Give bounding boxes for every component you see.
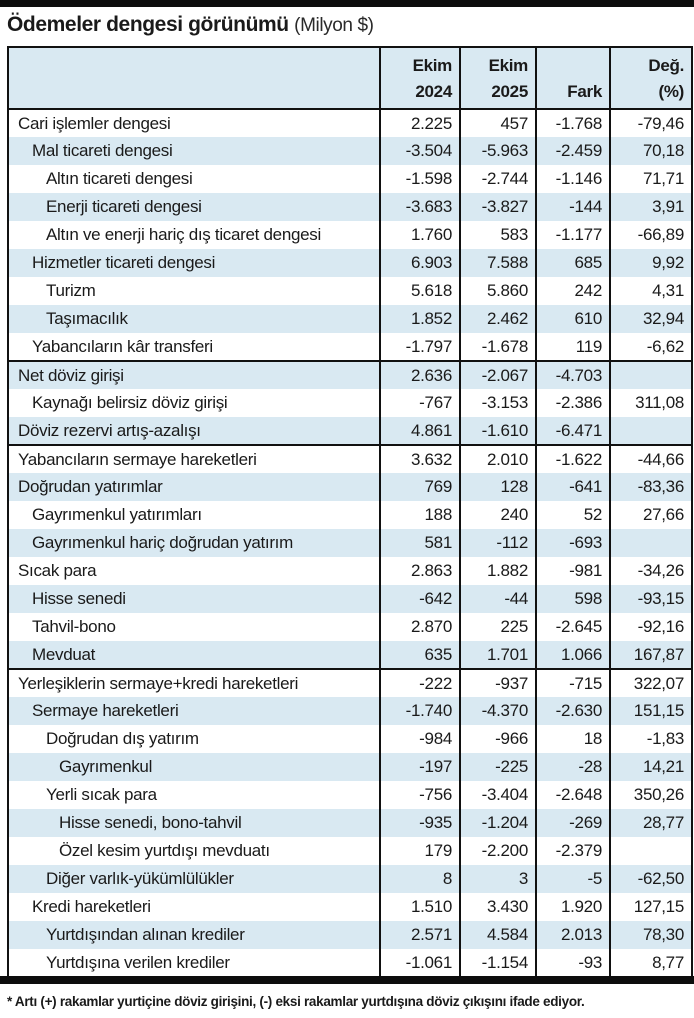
row-label: Yabancıların sermaye hareketleri [8,445,380,473]
value-ekim-2025: -2.744 [460,165,536,193]
value-ekim-2025: 4.584 [460,921,536,949]
value-ekim-2024: 769 [380,473,460,501]
value-ekim-2024: -756 [380,781,460,809]
table-row [8,221,692,249]
value-ekim-2025: 5.860 [460,277,536,305]
value-ekim-2025: -3.827 [460,193,536,221]
value-ekim-2024: -1.797 [380,333,460,361]
value-fark: -144 [536,193,610,221]
row-label: Sıcak para [18,561,97,580]
value-ekim-2025: -44 [460,585,536,613]
table-row [8,753,692,781]
value-ekim-2025: 128 [460,473,536,501]
table-row [8,921,692,949]
value-ekim-2024: 5.618 [380,277,460,305]
table-row [8,389,692,417]
header-fark [536,47,610,109]
value-ekim-2025: -4.370 [460,697,536,725]
row-label: Kaynağı belirsiz döviz girişi [32,393,228,412]
row-label: Doğrudan dış yatırım [46,729,199,748]
page-title [7,13,374,37]
value-ekim-2025: -1.678 [460,333,536,361]
row-label: Kredi hareketleri [32,897,151,916]
table-row [8,613,692,641]
table-row [8,277,692,305]
row-label: Döviz rezervi artış-azalışı [8,417,380,445]
value-ekim-2025: -2.067 [460,361,536,389]
value-ekim-2025: -937 [460,669,536,697]
value-ekim-2025: 1.701 [460,641,536,669]
value-degisim-pct: -66,89 [610,221,692,249]
value-fark: -5 [536,865,610,893]
value-degisim-pct: 350,26 [610,781,692,809]
value-ekim-2024: 2.863 [380,557,460,585]
row-label: Altın ticareti dengesi [46,169,193,188]
value-ekim-2025: -1.610 [460,417,536,445]
value-ekim-2024: -1.598 [380,165,460,193]
row-label: Altın ve enerji hariç dış ticaret dengesi [46,225,321,244]
value-fark: -2.648 [536,781,610,809]
row-label: Yabancıların kâr transferi [32,336,213,356]
footnote: * Artı (+) rakamlar yurtiçine döviz girişini, (-) eksi rakamlar yurtdışına döviz çıkışını ifade ediyor. [7,994,585,1009]
value-fark: -2.379 [536,837,610,865]
value-ekim-2024: 2.870 [380,613,460,641]
value-fark: -1.622 [536,445,610,473]
table-row [8,445,692,473]
value-ekim-2024: -767 [380,389,460,417]
value-fark: -2.386 [536,389,610,417]
value-fark: -641 [536,473,610,501]
value-ekim-2025: -225 [460,753,536,781]
value-fark: -715 [536,669,610,697]
value-ekim-2025: 3.430 [460,893,536,921]
value-ekim-2024: 581 [380,529,460,557]
top-rule-bar [0,0,694,7]
value-ekim-2025: 583 [460,221,536,249]
value-degisim-pct: 311,08 [610,389,692,417]
value-ekim-2025: -3.404 [460,781,536,809]
value-degisim-pct: -79,46 [610,109,692,137]
value-ekim-2025: 225 [460,613,536,641]
value-fark: 598 [536,585,610,613]
table-row [8,305,692,333]
table-row [8,697,692,725]
row-label: Net döviz girişi [8,361,380,389]
table-row [8,417,692,445]
value-degisim-pct [610,361,692,389]
value-fark: 685 [536,249,610,277]
row-label: Turizm [46,281,96,300]
value-fark: -1.177 [536,221,610,249]
value-degisim-pct: 167,87 [610,641,692,669]
table-row [8,837,692,865]
value-ekim-2025: 2.010 [460,445,536,473]
value-ekim-2024: -984 [380,725,460,753]
row-label: Mal ticareti dengesi [8,137,380,165]
value-ekim-2024: -1.061 [380,949,460,977]
value-ekim-2025: 1.882 [460,557,536,585]
table-row [8,725,692,753]
balance-of-payments-table [7,46,693,978]
value-fark: 18 [536,725,610,753]
value-fark: 610 [536,305,610,333]
value-degisim-pct [610,417,692,445]
value-degisim-pct [610,529,692,557]
value-ekim-2024: -935 [380,809,460,837]
value-degisim-pct: 127,15 [610,893,692,921]
value-ekim-2024: 2.571 [380,921,460,949]
value-degisim-pct: 14,21 [610,753,692,781]
header-ekim-2024-line2: 2024 [415,81,452,101]
value-ekim-2025: -112 [460,529,536,557]
row-label: Yurtdışından alınan krediler [8,921,380,949]
value-fark: -693 [536,529,610,557]
row-label: Yerleşiklerin sermaye+kredi hareketleri [8,669,380,697]
value-fark: -269 [536,809,610,837]
table-row [8,501,692,529]
value-ekim-2024: 2.636 [380,361,460,389]
value-degisim-pct: 27,66 [610,501,692,529]
table-row [8,193,692,221]
value-fark: 242 [536,277,610,305]
row-label: Tahvil-bono [32,617,116,636]
row-label: Yurtdışına verilen krediler [46,952,230,972]
value-degisim-pct: 71,71 [610,165,692,193]
header-ekim-2024-line1: Ekim [412,56,452,75]
value-ekim-2025: 7.588 [460,249,536,277]
header-label-cell [8,47,380,109]
table-row [8,473,692,501]
value-ekim-2025: -3.153 [460,389,536,417]
bottom-rule-bar [0,976,694,984]
value-fark: 1.066 [536,641,610,669]
table-row [8,865,692,893]
header-ekim-2025-line2: 2025 [491,81,528,101]
value-degisim-pct: 28,77 [610,809,692,837]
table-row [8,333,692,361]
row-label: Yerli sıcak para [46,785,157,804]
value-ekim-2024: -1.740 [380,697,460,725]
header-ekim-2025-line1: Ekim [488,56,528,75]
value-degisim-pct: -34,26 [610,557,692,585]
value-degisim-pct: -62,50 [610,865,692,893]
table-row [8,893,692,921]
row-label: Hizmetler ticareti dengesi [8,249,380,277]
value-ekim-2024: 1.760 [380,221,460,249]
value-ekim-2024: 8 [380,865,460,893]
value-degisim-pct: 9,92 [610,249,692,277]
value-degisim-pct: 70,18 [610,137,692,165]
value-ekim-2025: -2.200 [460,837,536,865]
row-label: Taşımacılık [8,305,380,333]
value-ekim-2025: 240 [460,501,536,529]
row-label: Doğrudan yatırımlar [8,473,380,501]
title-text: Ödemeler dengesi görünümü [7,13,289,36]
value-fark: 52 [536,501,610,529]
value-ekim-2024: -3.683 [380,193,460,221]
value-ekim-2024: 6.903 [380,249,460,277]
table-row [8,361,692,389]
header-ekim-2024 [380,47,460,109]
table-row [8,165,692,193]
header-row [8,47,692,109]
value-ekim-2025: 3 [460,865,536,893]
value-degisim-pct: 322,07 [610,669,692,697]
value-degisim-pct: 32,94 [610,305,692,333]
value-ekim-2024: -3.504 [380,137,460,165]
table-row [8,641,692,669]
table-row [8,137,692,165]
header-fark-label: Fark [567,81,602,101]
header-degisim [610,47,692,109]
table-row [8,949,692,977]
table-row [8,809,692,837]
value-ekim-2024: -642 [380,585,460,613]
header-degisim-line1: Değ. [648,56,684,75]
value-fark: -1.146 [536,165,610,193]
title-unit: (Milyon $) [294,15,374,36]
row-label: Hisse senedi [8,585,380,613]
value-degisim-pct: 3,91 [610,193,692,221]
value-degisim-pct: -83,36 [610,473,692,501]
row-label: Cari işlemler dengesi [18,113,171,133]
table-header [8,47,692,109]
table-row [8,109,692,137]
value-ekim-2024: 1.510 [380,893,460,921]
value-degisim-pct: -44,66 [610,445,692,473]
table-row [8,585,692,613]
value-fark: -2.645 [536,613,610,641]
header-ekim-2025 [460,47,536,109]
row-label: Gayrımenkul hariç doğrudan yatırım [8,529,380,557]
value-degisim-pct: -1,83 [610,725,692,753]
row-label: Mevduat [8,641,380,669]
value-ekim-2024: -222 [380,669,460,697]
value-fark: -2.459 [536,137,610,165]
row-label: Hisse senedi, bono-tahvil [8,809,380,837]
value-degisim-pct: -6,62 [610,333,692,361]
value-ekim-2024: 1.852 [380,305,460,333]
value-fark: -6.471 [536,417,610,445]
value-ekim-2025: -5.963 [460,137,536,165]
value-ekim-2024: 179 [380,837,460,865]
value-ekim-2024: 635 [380,641,460,669]
value-degisim-pct: -93,15 [610,585,692,613]
value-degisim-pct: 4,31 [610,277,692,305]
row-label: Gayrımenkul [8,753,380,781]
row-label: Gayrımenkul yatırımları [32,505,202,524]
value-fark: -93 [536,949,610,977]
value-fark: 119 [536,333,610,361]
value-degisim-pct: -92,16 [610,613,692,641]
row-label: Diğer varlık-yükümlülükler [8,865,380,893]
value-ekim-2024: 2.225 [380,109,460,137]
row-label: Özel kesim yurtdışı mevduatı [59,841,270,860]
row-label: Sermaye hareketleri [8,697,380,725]
value-ekim-2025: -966 [460,725,536,753]
header-degisim-line2: (%) [658,81,684,101]
table-row [8,781,692,809]
value-ekim-2024: -197 [380,753,460,781]
value-degisim-pct: 151,15 [610,697,692,725]
value-ekim-2024: 4.861 [380,417,460,445]
value-ekim-2025: -1.154 [460,949,536,977]
table-row [8,557,692,585]
value-fark: -981 [536,557,610,585]
value-degisim-pct: 78,30 [610,921,692,949]
table-row [8,249,692,277]
table-row [8,669,692,697]
table-body [8,109,692,977]
table-row [8,529,692,557]
value-ekim-2025: 2.462 [460,305,536,333]
value-fark: -2.630 [536,697,610,725]
value-fark: 2.013 [536,921,610,949]
value-ekim-2024: 188 [380,501,460,529]
value-ekim-2025: 457 [460,109,536,137]
value-degisim-pct [610,837,692,865]
value-ekim-2024: 3.632 [380,445,460,473]
value-fark: -28 [536,753,610,781]
value-fark: -1.768 [536,109,610,137]
row-label: Enerji ticareti dengesi [8,193,380,221]
value-degisim-pct: 8,77 [610,949,692,977]
value-fark: -4.703 [536,361,610,389]
value-ekim-2025: -1.204 [460,809,536,837]
value-fark: 1.920 [536,893,610,921]
